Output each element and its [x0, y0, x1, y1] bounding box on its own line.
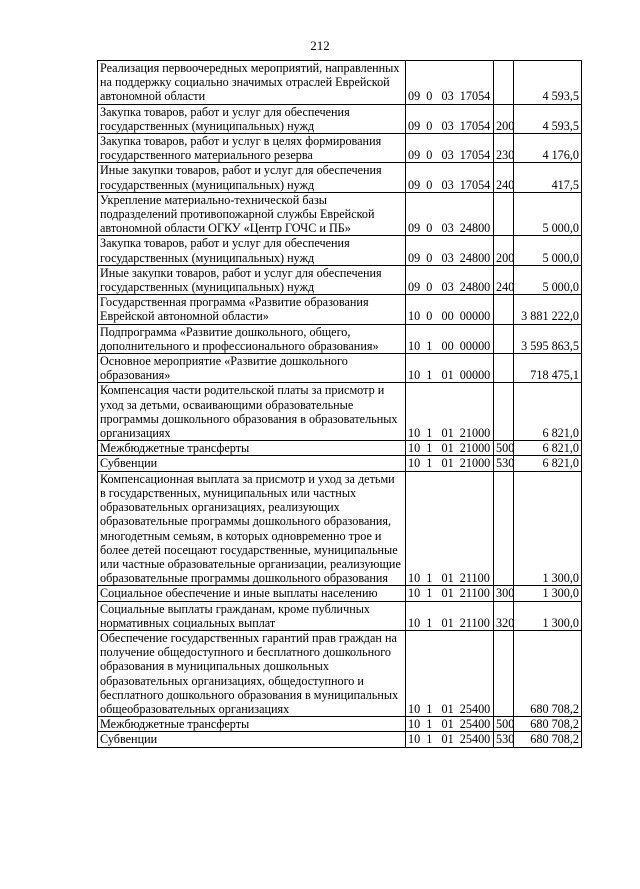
row-name-cell: Государственная программа «Развитие образования Еврейской автономной области»: [98, 295, 406, 324]
row-amount-cell: 5 000,0: [514, 236, 582, 265]
row-amount-cell: 6 821,0: [514, 441, 582, 456]
row-amount-cell: 5 000,0: [514, 265, 582, 294]
row-name-cell: Обеспечение государственных гарантий прав граждан на получение общедоступного и бесплатного дошкольного образования в муниципальных дошкольных образовательных организациях, общедоступного и бесплатного дошкольного образования в муниципальных общеобразовательных организациях: [98, 630, 406, 716]
row-expense-type-cell: 500: [494, 717, 514, 732]
table-row: [98, 236, 582, 265]
table-row: [98, 295, 582, 324]
row-name-cell: Межбюджетные трансферты: [98, 717, 406, 732]
row-amount-cell: 417,5: [514, 163, 582, 192]
row-code-cell: 10 1 01 21100: [406, 586, 494, 601]
row-amount-cell: 1 300,0: [514, 601, 582, 630]
row-code-cell: 10 1 01 21000: [406, 456, 494, 471]
page-number: 212: [310, 38, 330, 53]
row-code-cell: 10 1 01 25400: [406, 630, 494, 716]
row-code-cell: 10 1 01 25400: [406, 732, 494, 747]
row-code-cell: 09 0 03 24800: [406, 192, 494, 236]
table-row: [98, 324, 582, 353]
row-expense-type-cell: 240: [494, 163, 514, 192]
row-code-cell: 10 1 00 00000: [406, 324, 494, 353]
row-expense-type-cell: 500: [494, 441, 514, 456]
row-code-cell: 09 0 03 17054: [406, 134, 494, 163]
row-expense-type-cell: 230: [494, 134, 514, 163]
row-code-cell: 09 0 03 17054: [406, 163, 494, 192]
row-expense-type-cell: [494, 324, 514, 353]
row-name-cell: Подпрограмма «Развитие дошкольного, общего, дополнительного и профессионального образования»: [98, 324, 406, 353]
row-code-cell: 09 0 03 17054: [406, 61, 494, 105]
row-expense-type-cell: 300: [494, 586, 514, 601]
row-code-cell: 10 1 01 25400: [406, 717, 494, 732]
row-expense-type-cell: [494, 192, 514, 236]
table-row: [98, 354, 582, 383]
table-row: [98, 717, 582, 732]
row-name-cell: Реализация первоочередных мероприятий, направленных на поддержку социально значимых отраслей Еврейской автономной области: [98, 61, 406, 105]
table-row: [98, 601, 582, 630]
table-row: [98, 732, 582, 747]
row-expense-type-cell: 320: [494, 601, 514, 630]
row-name-cell: Закупка товаров, работ и услуг в целях формирования государственного материального резерва: [98, 134, 406, 163]
table-row: [98, 192, 582, 236]
row-name-cell: Субвенции: [98, 456, 406, 471]
row-name-cell: Закупка товаров, работ и услуг для обеспечения государственных (муниципальных) нужд: [98, 236, 406, 265]
table-row: [98, 456, 582, 471]
row-name-cell: Межбюджетные трансферты: [98, 441, 406, 456]
row-name-cell: Социальные выплаты гражданам, кроме публичных нормативных социальных выплат: [98, 601, 406, 630]
row-name-cell: Компенсационная выплата за присмотр и уход за детьми в государственных, муниципальных или частных образовательных организациях, реализующих образовательные программы дошкольного образования, многодетным семьям, в которых одновременно трое и более детей посещают государственные, муниципальные или частные образовательные организации, реализующие образовательные программы дошкольного образования: [98, 471, 406, 586]
row-amount-cell: 4 593,5: [514, 104, 582, 133]
row-amount-cell: 4 176,0: [514, 134, 582, 163]
table-row: [98, 61, 582, 105]
row-amount-cell: 6 821,0: [514, 456, 582, 471]
table-row: [98, 104, 582, 133]
row-amount-cell: 3 881 222,0: [514, 295, 582, 324]
row-expense-type-cell: [494, 383, 514, 441]
row-expense-type-cell: [494, 61, 514, 105]
row-name-cell: Основное мероприятие «Развитие дошкольного образования»: [98, 354, 406, 383]
row-expense-type-cell: 530: [494, 732, 514, 747]
table-row: [98, 630, 582, 716]
table-row: [98, 441, 582, 456]
row-amount-cell: 6 821,0: [514, 383, 582, 441]
row-amount-cell: 5 000,0: [514, 192, 582, 236]
row-name-cell: Укрепление материально-технической базы подразделений противопожарной службы Еврейской автономной области ОГКУ «Центр ГОЧС и ПБ»: [98, 192, 406, 236]
row-amount-cell: 1 300,0: [514, 471, 582, 586]
table-row: [98, 265, 582, 294]
table-row: [98, 383, 582, 441]
row-code-cell: 10 1 01 21100: [406, 471, 494, 586]
table-row: [98, 134, 582, 163]
row-name-cell: Закупка товаров, работ и услуг для обеспечения государственных (муниципальных) нужд: [98, 104, 406, 133]
row-code-cell: 10 1 01 21000: [406, 441, 494, 456]
row-name-cell: Иные закупки товаров, работ и услуг для обеспечения государственных (муниципальных) нужд: [98, 265, 406, 294]
row-expense-type-cell: 200: [494, 236, 514, 265]
row-name-cell: Иные закупки товаров, работ и услуг для обеспечения государственных (муниципальных) нужд: [98, 163, 406, 192]
row-code-cell: 10 1 01 21100: [406, 601, 494, 630]
table-row: [98, 163, 582, 192]
row-code-cell: 10 1 01 00000: [406, 354, 494, 383]
row-name-cell: Социальное обеспечение и иные выплаты населению: [98, 586, 406, 601]
row-name-cell: Компенсация части родительской платы за присмотр и уход за детьми, осваивающими образовательные программы дошкольного образования в образовательных организациях: [98, 383, 406, 441]
table-row: [98, 471, 582, 586]
row-expense-type-cell: [494, 354, 514, 383]
row-expense-type-cell: [494, 471, 514, 586]
row-expense-type-cell: [494, 630, 514, 716]
row-amount-cell: 680 708,2: [514, 630, 582, 716]
budget-table-body: [98, 61, 582, 748]
row-amount-cell: 718 475,1: [514, 354, 582, 383]
row-code-cell: 09 0 03 17054: [406, 104, 494, 133]
row-expense-type-cell: 240: [494, 265, 514, 294]
row-expense-type-cell: 200: [494, 104, 514, 133]
row-expense-type-cell: [494, 295, 514, 324]
row-amount-cell: 1 300,0: [514, 586, 582, 601]
row-amount-cell: 3 595 863,5: [514, 324, 582, 353]
row-amount-cell: 680 708,2: [514, 717, 582, 732]
row-code-cell: 09 0 03 24800: [406, 236, 494, 265]
row-expense-type-cell: 530: [494, 456, 514, 471]
row-amount-cell: 680 708,2: [514, 732, 582, 747]
row-code-cell: 10 0 00 00000: [406, 295, 494, 324]
table-row: [98, 586, 582, 601]
row-code-cell: 09 0 03 24800: [406, 265, 494, 294]
row-code-cell: 10 1 01 21000: [406, 383, 494, 441]
row-name-cell: Субвенции: [98, 732, 406, 747]
row-amount-cell: 4 593,5: [514, 61, 582, 105]
budget-table: [97, 60, 582, 748]
